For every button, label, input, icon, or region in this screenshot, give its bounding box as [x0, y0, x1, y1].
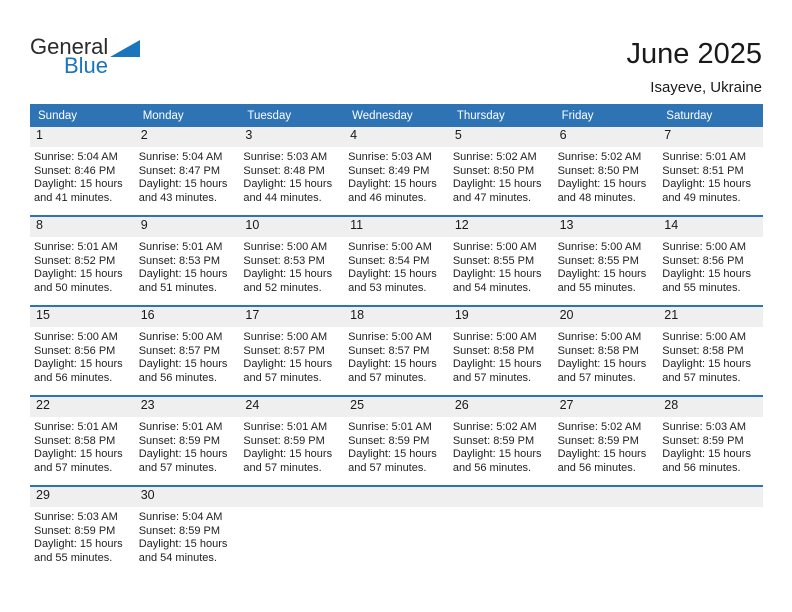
- day-details: [135, 147, 240, 205]
- day-number: 18: [344, 307, 449, 327]
- day-cell-2: [135, 127, 240, 215]
- daylight-text-line2: and 56 minutes.: [138, 371, 217, 384]
- daylight-text-line1: Daylight: 15 hours: [138, 448, 228, 460]
- sunset-text: Sunset: 8:56 PM: [34, 344, 116, 357]
- day-number: 5: [449, 127, 554, 147]
- sunset-text: Sunset: 8:59 PM: [138, 524, 221, 537]
- sunrise-text: Sunrise: 5:04 AM: [138, 151, 223, 163]
- day-details: [344, 327, 449, 385]
- sunrise-text: Sunrise: 5:02 AM: [452, 151, 537, 163]
- day-number: 27: [554, 397, 659, 417]
- day-details: [658, 417, 763, 475]
- day-number: 21: [658, 307, 763, 327]
- sunset-text: Sunset: 8:59 PM: [662, 434, 744, 447]
- day-details: [30, 327, 135, 385]
- day-number: 30: [135, 487, 240, 507]
- day-number: 4: [344, 127, 449, 147]
- day-details: [449, 237, 554, 295]
- sunset-text: Sunset: 8:54 PM: [348, 254, 430, 267]
- daylight-text-line1: Daylight: 15 hours: [34, 178, 123, 190]
- daylight-text-line2: and 54 minutes.: [138, 551, 217, 564]
- day-number: 29: [30, 487, 135, 507]
- sunrise-text: Sunrise: 5:00 AM: [452, 331, 537, 343]
- daylight-text-line2: and 56 minutes.: [34, 371, 113, 384]
- month-title: June 2025: [626, 38, 762, 70]
- day-details: [135, 507, 240, 565]
- sunrise-text: Sunrise: 5:00 AM: [662, 331, 747, 343]
- sunrise-text: Sunrise: 5:03 AM: [348, 151, 432, 163]
- daylight-text-line2: and 57 minutes.: [243, 371, 322, 384]
- day-number: 20: [554, 307, 659, 327]
- sunset-text: Sunset: 8:53 PM: [243, 254, 325, 267]
- day-details: [658, 327, 763, 385]
- daylight-text-line1: Daylight: 15 hours: [662, 448, 751, 460]
- daylight-text-line2: and 57 minutes.: [348, 371, 427, 384]
- day-cell-25: [344, 397, 449, 485]
- daylight-text-line1: Daylight: 15 hours: [662, 358, 751, 370]
- day-details: [30, 237, 135, 295]
- general-blue-logo: [30, 36, 140, 76]
- daylight-text-line1: Daylight: 15 hours: [662, 178, 751, 190]
- day-number: 2: [135, 127, 240, 147]
- day-cell-11: [344, 217, 449, 305]
- daylight-text-line2: and 52 minutes.: [243, 281, 322, 294]
- sunset-text: Sunset: 8:50 PM: [557, 164, 639, 177]
- calendar-table: [30, 104, 763, 575]
- day-details: [554, 417, 659, 475]
- day-details: [344, 417, 449, 475]
- sunrise-text: Sunrise: 5:02 AM: [452, 421, 537, 433]
- day-number: 13: [554, 217, 659, 237]
- day-cell-5: [449, 127, 554, 215]
- day-details: [239, 237, 344, 295]
- day-details: [554, 327, 659, 385]
- logo-text-blue: Blue: [64, 53, 109, 78]
- sunrise-text: Sunrise: 5:00 AM: [557, 241, 642, 253]
- day-details: [239, 147, 344, 205]
- day-cell-14: [658, 217, 763, 305]
- day-cell-17: [239, 307, 344, 395]
- day-cell-empty: [344, 487, 449, 575]
- daylight-text-line1: Daylight: 15 hours: [452, 268, 542, 280]
- day-details: [135, 327, 240, 385]
- daylight-text-line1: Daylight: 15 hours: [138, 538, 228, 550]
- daylight-text-line2: and 57 minutes.: [662, 371, 741, 384]
- day-cell-4: [344, 127, 449, 215]
- day-number: 11: [344, 217, 449, 237]
- day-number: 16: [135, 307, 240, 327]
- week-row: [30, 127, 763, 215]
- day-cell-26: [449, 397, 554, 485]
- day-details: [344, 237, 449, 295]
- day-number: [554, 487, 659, 507]
- day-cell-7: [658, 127, 763, 215]
- sunset-text: Sunset: 8:46 PM: [34, 164, 116, 177]
- sunrise-text: Sunrise: 5:00 AM: [34, 331, 118, 343]
- daylight-text-line1: Daylight: 15 hours: [348, 448, 437, 460]
- day-number: 7: [658, 127, 763, 147]
- day-cell-18: [344, 307, 449, 395]
- day-details: [239, 417, 344, 475]
- sunset-text: Sunset: 8:49 PM: [348, 164, 430, 177]
- sunrise-text: Sunrise: 5:01 AM: [348, 421, 432, 433]
- daylight-text-line2: and 46 minutes.: [348, 191, 427, 204]
- daylight-text-line2: and 44 minutes.: [243, 191, 322, 204]
- day-number: [344, 487, 449, 507]
- logo-triangle-icon: [110, 40, 140, 57]
- day-cell-10: [239, 217, 344, 305]
- sunrise-text: Sunrise: 5:03 AM: [243, 151, 328, 163]
- daylight-text-line2: and 56 minutes.: [557, 461, 636, 474]
- sunset-text: Sunset: 8:58 PM: [557, 344, 639, 357]
- day-cell-22: [30, 397, 135, 485]
- day-number: 10: [239, 217, 344, 237]
- sunset-text: Sunset: 8:56 PM: [662, 254, 744, 267]
- sunrise-text: Sunrise: 5:04 AM: [138, 511, 223, 523]
- day-number: 12: [449, 217, 554, 237]
- daylight-text-line2: and 51 minutes.: [138, 281, 217, 294]
- daylight-text-line1: Daylight: 15 hours: [557, 268, 647, 280]
- day-cell-empty: [658, 487, 763, 575]
- day-number: 25: [344, 397, 449, 417]
- day-cell-15: [30, 307, 135, 395]
- sunrise-text: Sunrise: 5:01 AM: [243, 421, 328, 433]
- sunrise-text: Sunrise: 5:04 AM: [34, 151, 118, 163]
- daylight-text-line1: Daylight: 15 hours: [348, 268, 437, 280]
- sunset-text: Sunset: 8:58 PM: [34, 434, 116, 447]
- weekday-header-monday: Monday: [142, 109, 184, 122]
- day-number: 19: [449, 307, 554, 327]
- day-cell-24: [239, 397, 344, 485]
- sunrise-text: Sunrise: 5:00 AM: [452, 241, 537, 253]
- sunset-text: Sunset: 8:59 PM: [557, 434, 639, 447]
- day-details: [135, 237, 240, 295]
- day-cell-30: [135, 487, 240, 575]
- daylight-text-line1: Daylight: 15 hours: [243, 448, 333, 460]
- day-cell-27: [554, 397, 659, 485]
- day-number: 1: [30, 127, 135, 147]
- daylight-text-line2: and 49 minutes.: [662, 191, 741, 204]
- weekday-header-saturday: Saturday: [666, 109, 713, 122]
- sunrise-text: Sunrise: 5:02 AM: [557, 151, 642, 163]
- day-number: 24: [239, 397, 344, 417]
- logo-text-general: General: [30, 34, 109, 59]
- day-cell-21: [658, 307, 763, 395]
- location-subtitle: Isayeve, Ukraine: [650, 79, 762, 96]
- weekday-header-wednesday: Wednesday: [352, 109, 413, 122]
- daylight-text-line1: Daylight: 15 hours: [34, 448, 123, 460]
- day-number: [449, 487, 554, 507]
- daylight-text-line1: Daylight: 15 hours: [557, 448, 647, 460]
- weekday-header-row: [30, 104, 763, 127]
- day-number: 8: [30, 217, 135, 237]
- week-row: [30, 395, 763, 485]
- day-cell-9: [135, 217, 240, 305]
- day-cell-23: [135, 397, 240, 485]
- day-cell-19: [449, 307, 554, 395]
- daylight-text-line1: Daylight: 15 hours: [452, 358, 542, 370]
- daylight-text-line2: and 57 minutes.: [138, 461, 217, 474]
- daylight-text-line1: Daylight: 15 hours: [243, 358, 333, 370]
- day-number: 14: [658, 217, 763, 237]
- sunset-text: Sunset: 8:50 PM: [452, 164, 535, 177]
- day-cell-empty: [239, 487, 344, 575]
- day-details: [554, 147, 659, 205]
- sunset-text: Sunset: 8:55 PM: [452, 254, 535, 267]
- sunrise-text: Sunrise: 5:02 AM: [557, 421, 642, 433]
- daylight-text-line2: and 57 minutes.: [243, 461, 322, 474]
- day-number: 3: [239, 127, 344, 147]
- sunset-text: Sunset: 8:59 PM: [138, 434, 221, 447]
- week-row: [30, 485, 763, 575]
- day-cell-16: [135, 307, 240, 395]
- day-number: 26: [449, 397, 554, 417]
- sunrise-text: Sunrise: 5:00 AM: [662, 241, 747, 253]
- day-details: [344, 147, 449, 205]
- sunset-text: Sunset: 8:52 PM: [34, 254, 116, 267]
- day-cell-29: [30, 487, 135, 575]
- day-details: [449, 327, 554, 385]
- day-number: [239, 487, 344, 507]
- sunrise-text: Sunrise: 5:01 AM: [34, 421, 118, 433]
- day-cell-13: [554, 217, 659, 305]
- daylight-text-line1: Daylight: 15 hours: [452, 178, 542, 190]
- sunrise-text: Sunrise: 5:00 AM: [243, 331, 328, 343]
- day-number: 28: [658, 397, 763, 417]
- daylight-text-line1: Daylight: 15 hours: [138, 268, 228, 280]
- daylight-text-line2: and 55 minutes.: [662, 281, 741, 294]
- daylight-text-line1: Daylight: 15 hours: [138, 358, 228, 370]
- daylight-text-line1: Daylight: 15 hours: [34, 358, 123, 370]
- sunrise-text: Sunrise: 5:01 AM: [662, 151, 747, 163]
- sunrise-text: Sunrise: 5:00 AM: [138, 331, 223, 343]
- sunset-text: Sunset: 8:57 PM: [348, 344, 430, 357]
- day-details: [239, 327, 344, 385]
- day-details: [658, 237, 763, 295]
- day-details: [554, 237, 659, 295]
- sunrise-text: Sunrise: 5:00 AM: [557, 331, 642, 343]
- sunset-text: Sunset: 8:59 PM: [243, 434, 325, 447]
- sunset-text: Sunset: 8:57 PM: [138, 344, 221, 357]
- daylight-text-line1: Daylight: 15 hours: [138, 178, 228, 190]
- day-number: [658, 487, 763, 507]
- sunset-text: Sunset: 8:57 PM: [243, 344, 325, 357]
- day-cell-empty: [554, 487, 659, 575]
- day-details: [449, 147, 554, 205]
- sunset-text: Sunset: 8:51 PM: [662, 164, 744, 177]
- day-number: 22: [30, 397, 135, 417]
- daylight-text-line2: and 43 minutes.: [138, 191, 217, 204]
- daylight-text-line2: and 56 minutes.: [662, 461, 741, 474]
- sunset-text: Sunset: 8:59 PM: [34, 524, 116, 537]
- day-number: 9: [135, 217, 240, 237]
- sunset-text: Sunset: 8:59 PM: [452, 434, 535, 447]
- sunrise-text: Sunrise: 5:03 AM: [662, 421, 747, 433]
- sunset-text: Sunset: 8:47 PM: [138, 164, 221, 177]
- sunrise-text: Sunrise: 5:01 AM: [138, 241, 223, 253]
- day-details: [135, 417, 240, 475]
- day-details: [30, 507, 135, 565]
- daylight-text-line1: Daylight: 15 hours: [348, 178, 437, 190]
- daylight-text-line1: Daylight: 15 hours: [452, 448, 542, 460]
- day-cell-6: [554, 127, 659, 215]
- daylight-text-line2: and 55 minutes.: [557, 281, 636, 294]
- sunrise-text: Sunrise: 5:03 AM: [34, 511, 118, 523]
- daylight-text-line1: Daylight: 15 hours: [557, 358, 647, 370]
- sunrise-text: Sunrise: 5:01 AM: [34, 241, 118, 253]
- daylight-text-line1: Daylight: 15 hours: [557, 178, 647, 190]
- day-details: [30, 417, 135, 475]
- weekday-header-friday: Friday: [561, 109, 594, 122]
- day-number: 17: [239, 307, 344, 327]
- day-details: [658, 147, 763, 205]
- daylight-text-line1: Daylight: 15 hours: [243, 268, 333, 280]
- daylight-text-line2: and 48 minutes.: [557, 191, 636, 204]
- sunset-text: Sunset: 8:58 PM: [662, 344, 744, 357]
- sunrise-text: Sunrise: 5:00 AM: [348, 331, 432, 343]
- day-details: [449, 417, 554, 475]
- week-row: [30, 215, 763, 305]
- sunrise-text: Sunrise: 5:01 AM: [138, 421, 223, 433]
- day-cell-20: [554, 307, 659, 395]
- sunrise-text: Sunrise: 5:00 AM: [243, 241, 328, 253]
- daylight-text-line2: and 54 minutes.: [452, 281, 532, 294]
- day-cell-8: [30, 217, 135, 305]
- daylight-text-line1: Daylight: 15 hours: [243, 178, 333, 190]
- weekday-header-tuesday: Tuesday: [247, 109, 292, 122]
- daylight-text-line2: and 47 minutes.: [452, 191, 532, 204]
- calendar-weeks: [30, 127, 763, 575]
- day-cell-empty: [449, 487, 554, 575]
- daylight-text-line2: and 57 minutes.: [34, 461, 113, 474]
- daylight-text-line2: and 57 minutes.: [348, 461, 427, 474]
- daylight-text-line1: Daylight: 15 hours: [348, 358, 437, 370]
- daylight-text-line2: and 57 minutes.: [452, 371, 532, 384]
- day-cell-3: [239, 127, 344, 215]
- daylight-text-line2: and 41 minutes.: [34, 191, 113, 204]
- weekday-header-sunday: Sunday: [38, 109, 78, 122]
- daylight-text-line1: Daylight: 15 hours: [34, 538, 123, 550]
- sunset-text: Sunset: 8:59 PM: [348, 434, 430, 447]
- daylight-text-line1: Daylight: 15 hours: [662, 268, 751, 280]
- sunset-text: Sunset: 8:55 PM: [557, 254, 639, 267]
- week-row: [30, 305, 763, 395]
- daylight-text-line2: and 55 minutes.: [34, 551, 113, 564]
- day-cell-28: [658, 397, 763, 485]
- weekday-header-thursday: Thursday: [456, 109, 505, 122]
- day-details: [30, 147, 135, 205]
- sunset-text: Sunset: 8:48 PM: [243, 164, 325, 177]
- daylight-text-line1: Daylight: 15 hours: [34, 268, 123, 280]
- sunset-text: Sunset: 8:53 PM: [138, 254, 221, 267]
- daylight-text-line2: and 57 minutes.: [557, 371, 636, 384]
- day-number: 15: [30, 307, 135, 327]
- sunrise-text: Sunrise: 5:00 AM: [348, 241, 432, 253]
- day-cell-12: [449, 217, 554, 305]
- daylight-text-line2: and 56 minutes.: [452, 461, 532, 474]
- day-cell-1: [30, 127, 135, 215]
- daylight-text-line2: and 53 minutes.: [348, 281, 427, 294]
- daylight-text-line2: and 50 minutes.: [34, 281, 113, 294]
- day-number: 6: [554, 127, 659, 147]
- sunset-text: Sunset: 8:58 PM: [452, 344, 535, 357]
- day-number: 23: [135, 397, 240, 417]
